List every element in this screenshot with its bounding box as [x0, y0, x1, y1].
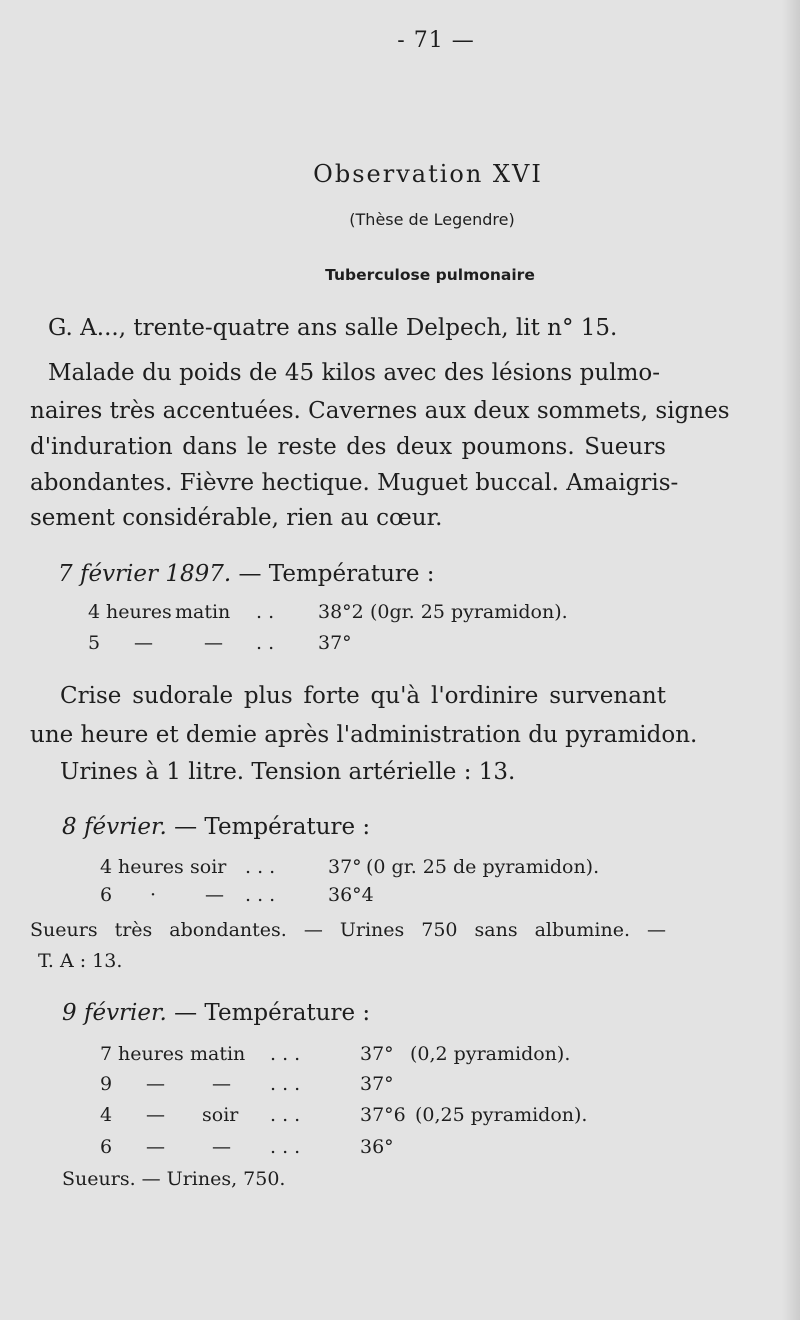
- dots: . . .: [245, 856, 276, 878]
- period: —: [205, 884, 224, 906]
- day3-note-1: Sueurs. — Urines, 750.: [62, 1168, 286, 1190]
- hour: 4: [100, 1104, 113, 1126]
- unit: heures: [118, 1043, 184, 1065]
- period: matin: [190, 1043, 246, 1065]
- day1-heading: [58, 563, 435, 586]
- day1-heading-rest: — Température :: [238, 561, 435, 587]
- day2-note-1: Sueurs très abondantes. — Urines 750 sans albumine. —: [30, 919, 666, 941]
- temperature: 37°: [328, 856, 362, 878]
- day3-date: 9 février.: [62, 1000, 167, 1026]
- intro-line-4: d'induration dans le reste des deux poumons. Sueurs: [30, 434, 666, 460]
- day1-note-2: une heure et demie après l'administration du pyramidon.: [30, 722, 698, 748]
- unit: —: [134, 632, 153, 654]
- temperature: 37°: [360, 1073, 394, 1095]
- intro-line-5: abondantes. Fièvre hectique. Muguet buccal. Amaigris-: [30, 470, 679, 496]
- hour: 4: [88, 601, 101, 623]
- note: (0,25 pyramidon).: [415, 1104, 588, 1126]
- temperature: 37°: [360, 1043, 394, 1065]
- temperature: 37°: [318, 632, 352, 654]
- hour: 9: [100, 1073, 113, 1095]
- day3-heading-rest: — Température :: [174, 1000, 371, 1026]
- hour: 6: [100, 1136, 113, 1158]
- day3-heading: [62, 1002, 370, 1025]
- day2-note-2: T. A : 13.: [38, 950, 123, 972]
- observation-source: (Thèse de Legendre): [349, 210, 515, 229]
- temperature: 38°2: [318, 601, 364, 623]
- observation-title: Observation XVI: [313, 160, 543, 188]
- note: (0gr. 25 pyramidon).: [370, 601, 568, 623]
- dots: . . .: [270, 1043, 301, 1065]
- hour: 6: [100, 884, 113, 906]
- period: matin: [175, 601, 231, 623]
- temperature: 37°6: [360, 1104, 406, 1126]
- period: —: [212, 1136, 231, 1158]
- unit: heures: [118, 856, 184, 878]
- note: (0,2 pyramidon).: [410, 1043, 571, 1065]
- observation-subject: Tuberculose pulmonaire: [325, 266, 535, 284]
- intro-line-6: sement considérable, rien au cœur.: [30, 505, 443, 531]
- dots: . . .: [270, 1073, 301, 1095]
- hour: 7: [100, 1043, 113, 1065]
- day2-heading-rest: — Température :: [174, 814, 371, 840]
- intro-line-3: naires très accentuées. Cavernes aux deux sommets, signes: [30, 398, 730, 424]
- hour: 5: [88, 632, 101, 654]
- period: soir: [202, 1104, 239, 1126]
- unit: —: [146, 1073, 165, 1095]
- period: —: [204, 632, 223, 654]
- day2-heading: [62, 816, 370, 839]
- page-number: - 71 —: [397, 28, 475, 53]
- dots: . . .: [270, 1136, 301, 1158]
- period: soir: [190, 856, 227, 878]
- day2-date: 8 février.: [62, 814, 167, 840]
- temperature: 36°: [360, 1136, 394, 1158]
- intro-line-2: Malade du poids de 45 kilos avec des lésions pulmo-: [48, 360, 660, 386]
- dots: . . .: [245, 884, 276, 906]
- temperature: 36°4: [328, 884, 374, 906]
- day1-note-3: Urines à 1 litre. Tension artérielle : 13.: [60, 759, 516, 785]
- unit: heures: [106, 601, 172, 623]
- day1-date: 7 février 1897.: [58, 561, 232, 587]
- unit: ·: [150, 884, 157, 906]
- unit: —: [146, 1136, 165, 1158]
- intro-line-1: G. A..., trente-quatre ans salle Delpech, lit n° 15.: [48, 315, 618, 341]
- dots: . .: [256, 601, 275, 623]
- unit: —: [146, 1104, 165, 1126]
- dots: . . .: [270, 1104, 301, 1126]
- hour: 4: [100, 856, 113, 878]
- day1-note-1: Crise sudorale plus forte qu'à l'ordinire survenant: [60, 683, 666, 709]
- period: —: [212, 1073, 231, 1095]
- note: (0 gr. 25 de pyramidon).: [366, 856, 600, 878]
- dots: . .: [256, 632, 275, 654]
